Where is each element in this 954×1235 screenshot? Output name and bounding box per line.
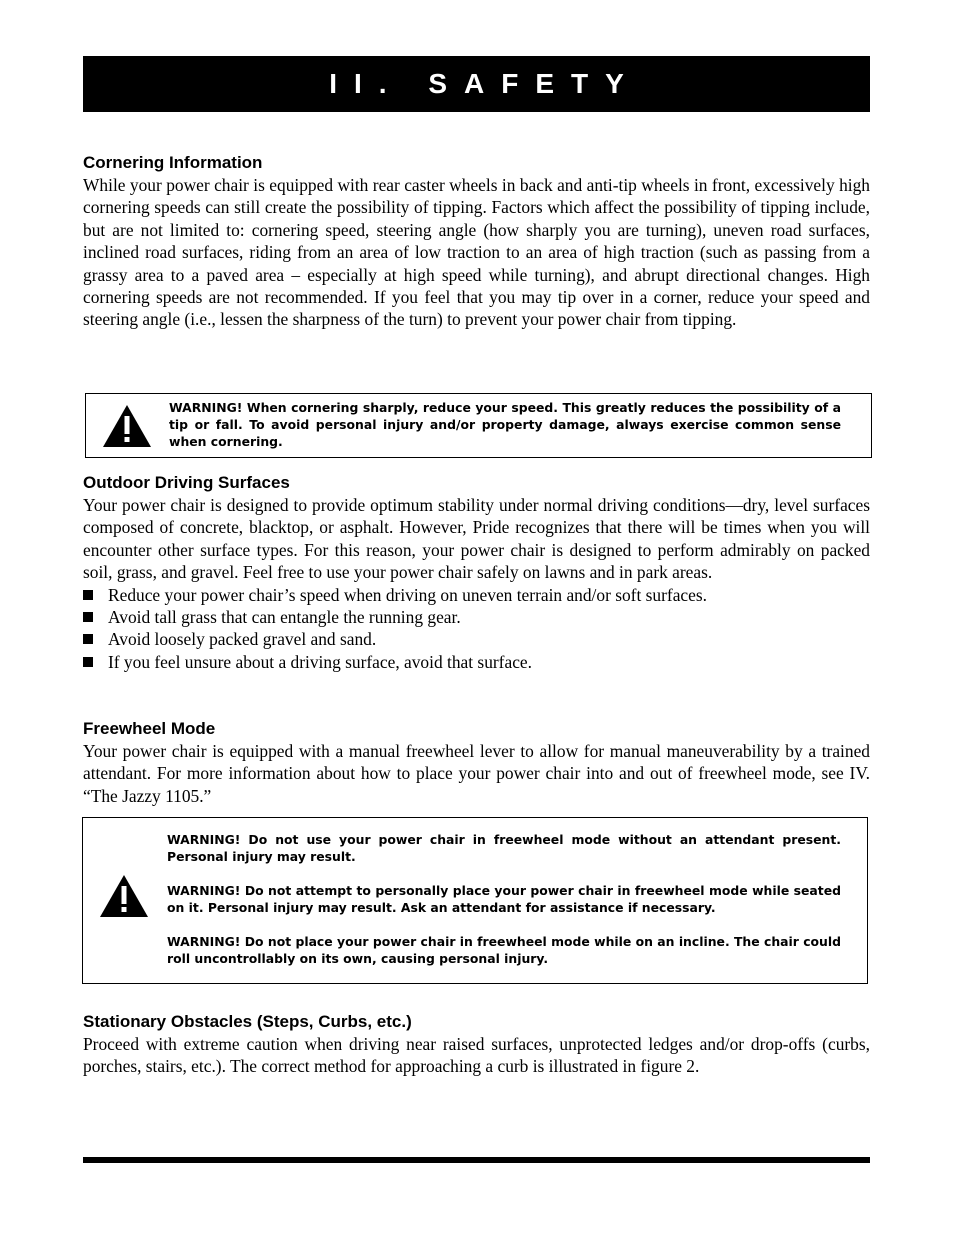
section-title-bar: [83, 56, 870, 112]
obstacles-section: [83, 1011, 870, 1078]
cornering-section: [83, 152, 870, 331]
warning-triangle-icon: [99, 874, 149, 918]
obstacles-heading: Stationary Obstacles (Steps, Curbs, etc.): [83, 1012, 412, 1031]
freewheel-heading: Freewheel Mode: [83, 719, 216, 738]
freewheel-warning-text: [167, 831, 841, 967]
outdoor-paragraph: Your power chair is designed to provide optimum stability under normal driving conditions—dry, level surfaces composed of concrete, blacktop, or asphalt. However, Pride recognizes that there will be times when you will encounter other surface types. For this reason, your power chair is designed to perform admirably on packed soil, grass, and gravel. Feel free to use your power chair safely on lawns and in park areas.: [83, 495, 870, 583]
cornering-warning-text: WARNING! When cornering sharply, reduce your speed. This greatly reduces the possibility of a tip or fall. To avoid personal injury and/or property damage, always exercise common sense when cornering.: [169, 400, 841, 449]
list-item: If you feel unsure about a driving surface, avoid that surface.: [83, 651, 870, 673]
cornering-warning-box: [85, 393, 872, 458]
outdoor-section: [83, 472, 870, 673]
square-bullet-icon: [83, 657, 93, 667]
outdoor-bullet-list: [83, 584, 870, 674]
outdoor-heading: Outdoor Driving Surfaces: [83, 473, 290, 492]
freewheel-paragraph: Your power chair is equipped with a manual freewheel lever to allow for manual maneuverability by a trained attendant. For more information about how to place your power chair into and out of freewheel mode, see IV. “The Jazzy 1105.”: [83, 741, 870, 806]
freewheel-warning-box: [82, 817, 868, 984]
square-bullet-icon: [83, 612, 93, 622]
freewheel-warning-1: WARNING! Do not use your power chair in freewheel mode without an attendant present. Personal injury may result.: [167, 832, 841, 864]
square-bullet-icon: [83, 590, 93, 600]
cornering-heading: Cornering Information: [83, 153, 263, 172]
list-item: Avoid loosely packed gravel and sand.: [83, 628, 870, 650]
list-item: Reduce your power chair’s speed when driving on uneven terrain and/or soft surfaces.: [83, 584, 870, 606]
cornering-paragraph: While your power chair is equipped with rear caster wheels in back and anti-tip wheels in front, excessively high cornering speeds can still create the possibility of tipping. Factors which affect the possibility of tipping include, but are not limited to: cornering speed, steering angle (how sharply you are turning), uneven road surfaces, inclined road surfaces, riding from an area of low traction to an area of high traction (such as passing from a grassy area to a paved area – especially at high speed while turning), and abrupt directional changes. High cornering speeds are not recommended. If you feel that you may tip over in a corner, reduce your speed and steering angle (i.e., lessen the sharpness of the turn) to prevent your power chair from tipping.: [83, 175, 870, 330]
freewheel-warning-3: WARNING! Do not place your power chair in freewheel mode while on an incline. The chair could roll uncontrollably on its own, causing personal injury.: [167, 934, 841, 966]
footer-rule: [83, 1157, 870, 1163]
obstacles-paragraph: Proceed with extreme caution when driving near raised surfaces, unprotected ledges and/or drop-offs (curbs, porches, stairs, etc.). The correct method for approaching a curb is illustrated in figure 2.: [83, 1034, 870, 1077]
freewheel-section: [83, 718, 870, 807]
list-item: Avoid tall grass that can entangle the running gear.: [83, 606, 870, 628]
section-title: II. SAFETY: [329, 68, 641, 99]
freewheel-warning-2: WARNING! Do not attempt to personally place your power chair in freewheel mode while seated on it. Personal injury may result. Ask an attendant for assistance if necessary.: [167, 883, 841, 915]
warning-triangle-icon: [102, 404, 152, 448]
square-bullet-icon: [83, 634, 93, 644]
